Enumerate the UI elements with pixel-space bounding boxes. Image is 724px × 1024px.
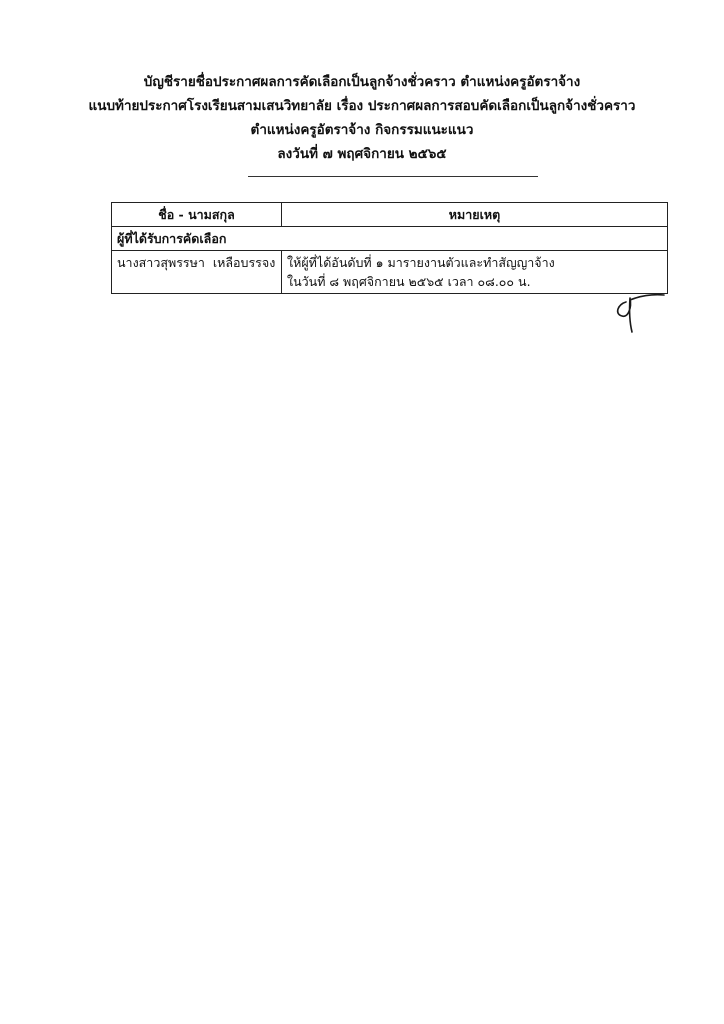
handwritten-signature — [608, 286, 668, 334]
selection-result-table — [111, 202, 668, 294]
group-row — [112, 227, 668, 251]
note-line-1: ให้ผู้ที่ได้อันดับที่ ๑ มารายงานตัวและทำสัญญาจ้าง — [287, 255, 555, 270]
table-row — [112, 251, 668, 294]
column-header-note: หมายเหตุ — [282, 203, 668, 227]
heading-line-2: แนบท้ายประกาศโรงเรียนสามเสนวิทยาลัย เรื่อง ประกาศผลการสอบคัดเลือกเป็นลูกจ้างชั่วคราว — [88, 98, 636, 114]
document-heading — [0, 70, 724, 166]
column-header-name: ชื่อ - นามสกุล — [112, 203, 282, 227]
group-label: ผู้ที่ได้รับการคัดเลือก — [112, 227, 668, 251]
heading-line-3: ตำแหน่งครูอัตราจ้าง กิจกรรมแนะแนว — [250, 122, 474, 138]
note-line-2: ในวันที่ ๘ พฤศจิกายน ๒๕๖๕ เวลา ๐๘.๐๐ น. — [287, 274, 531, 289]
table-header-row — [112, 203, 668, 227]
heading-line-4: ลงวันที่ ๗ พฤศจิกายน ๒๕๖๕ — [277, 146, 447, 162]
heading-divider — [248, 176, 538, 177]
heading-line-1: บัญชีรายชื่อประกาศผลการคัดเลือกเป็นลูกจ้างชั่วคราว ตำแหน่งครูอัตราจ้าง — [143, 74, 581, 90]
candidate-name: นางสาวสุพรรษา เหลือบรรจง — [112, 251, 282, 294]
